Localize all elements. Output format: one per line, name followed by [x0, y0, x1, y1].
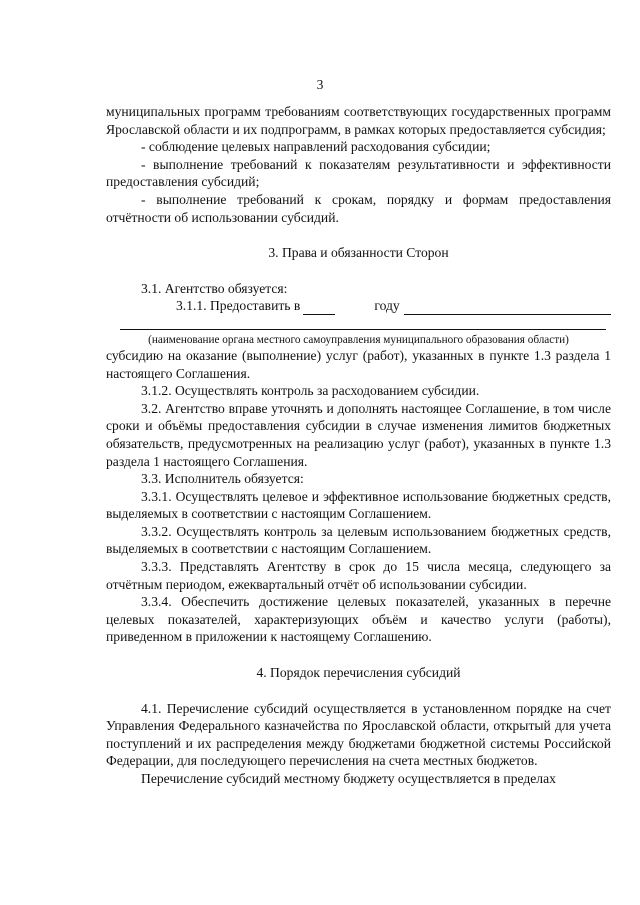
paragraph: субсидию на оказание (выполнение) услуг (работ), указанных в пункте 1.3 раздела 1 настоящего Соглашения.: [106, 347, 611, 381]
fill-in-blank: [404, 301, 611, 315]
year-label: году: [374, 298, 400, 314]
clause-3-1-2: 3.1.2. Осуществлять контроль за расходованием субсидии.: [141, 383, 480, 399]
clause-3-3: 3.3. Исполнитель обязуется:: [141, 471, 304, 487]
clause-3-3-3: 3.3.3. Представлять Агентству в срок до 15 числа месяца, следующего за отчётным периодом, ежеквартальный отчёт об использовании субсидии.: [106, 559, 611, 592]
clause-4-1-continued: Перечисление субсидий местному бюджету осуществляется в пределах: [141, 771, 556, 786]
clause-3-3-4: 3.3.4. Обеспечить достижение целевых показателей, указанных в перечне целевых показателей, характеризующих объём и качество услуги (работы), приведенном в приложении к настоящему Соглашению.: [106, 594, 611, 645]
year-blank: [303, 301, 335, 315]
paragraph: муниципальных программ требованиям соответствующих государственных программ Ярославской области и их подпрограмм, в рамках которых предоставляется субсидия;: [106, 104, 611, 137]
page-number: 3: [316, 77, 324, 92]
section-heading-4: 4. Порядок перечисления субсидий: [256, 665, 461, 681]
clause-3-2: 3.2. Агентство вправе уточнять и дополнять настоящее Соглашение, в том числе сроки и объёмы предоставления субсидии в случае изменения лимитов бюджетных обязательств, предусмотренных на реализацию услуг (работ), указанных в пункте 1.3 раздела 1 настоящего Соглашения.: [106, 400, 611, 469]
list-item: - выполнение требований к показателям результативности и эффективности предоставления субсидий;: [106, 156, 611, 190]
section-heading-3: 3. Права и обязанности Сторон: [268, 245, 449, 261]
clause-3-1: 3.1. Агентство обязуется:: [141, 280, 288, 296]
blank-caption: (наименование органа местного самоуправления муниципального образования области): [148, 333, 569, 346]
list-item: - выполнение требований к срокам, порядку и формам предоставления отчётности об использовании субсидий.: [106, 191, 611, 225]
clause-3-1-1-line: [106, 297, 611, 315]
clause-3-3-1: 3.3.1. Осуществлять целевое и эффективное использование бюджетных средств, выделяемых в соответствии с настоящим Соглашением.: [106, 488, 611, 522]
clause-4-1: 4.1. Перечисление субсидий осуществляется в установленном порядке на счет Управления Федерального казначейства по Ярославской области, открытый для учета поступлений и их распределения между бюджетами бюджетной системы Российской Федерации, для последующего перечисления на счета местных бюджетов.: [106, 700, 611, 769]
clause-3-1-1-text: 3.1.1. Предоставить в: [176, 298, 301, 314]
list-item: - соблюдение целевых направлений расходования субсидии;: [141, 139, 491, 155]
clause-3-3-2: 3.3.2. Осуществлять контроль за целевым использованием бюджетных средств, выделяемых в соответствии с настоящим Соглашением.: [106, 523, 611, 557]
document-body: [106, 103, 611, 788]
organization-blank-line: [120, 315, 606, 330]
